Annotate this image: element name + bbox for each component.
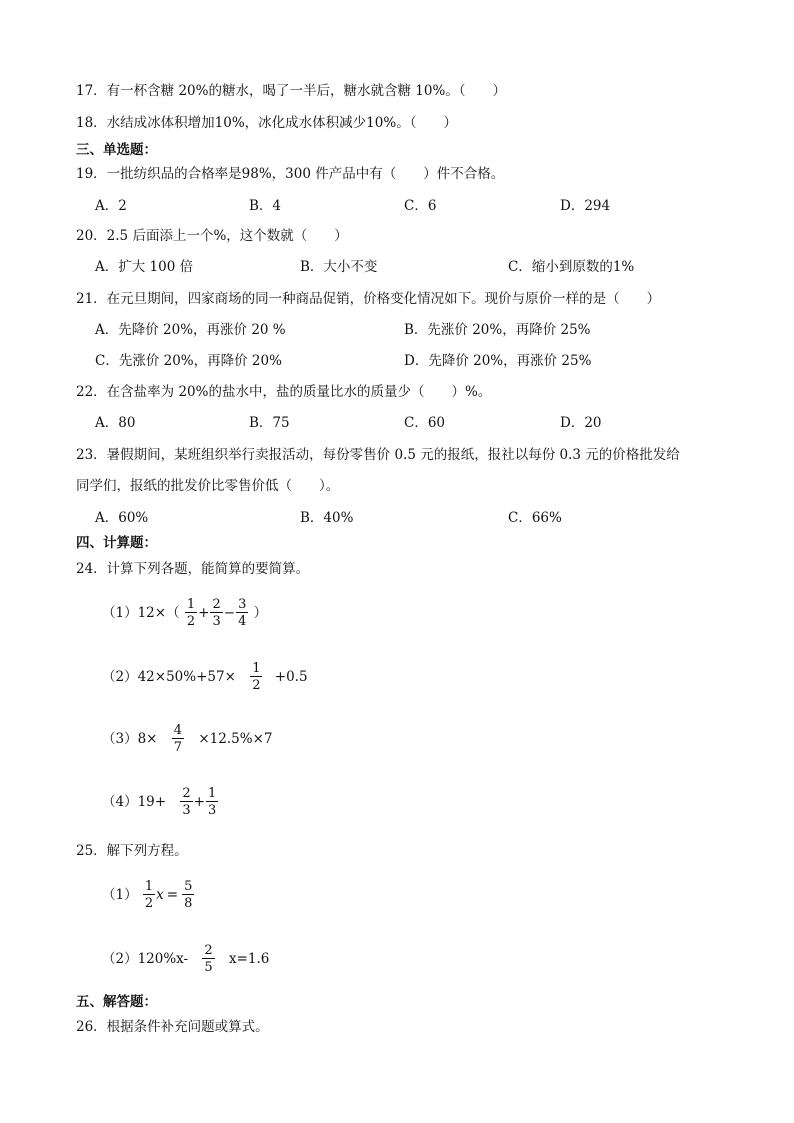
q25-part2-prefix: （2）120%x-: [102, 951, 189, 967]
question-22: 22．在含盐率为 20%的盐水中，盐的质量比水的质量少（ ）%。: [76, 384, 492, 400]
question-20: 20．2.5 后面添上一个%，这个数就（ ）: [76, 228, 348, 244]
fraction: $\frac{2}{3}$: [182, 786, 191, 818]
plus-sign: +: [193, 794, 205, 810]
fraction: $\frac{1}{2}$: [252, 661, 261, 693]
fraction: $\frac{1}{3}$: [207, 786, 217, 818]
section-heading-word-problems: 五、解答题：: [76, 994, 157, 1010]
q24-part4-prefix: （4）19+: [102, 794, 167, 810]
q20-option-c: C．缩小到原数的1%: [508, 259, 635, 275]
q19-option-c: C．6: [404, 198, 437, 214]
q24-part2-suffix: +0.5: [274, 669, 308, 685]
fraction: $\frac{5}{8}$: [184, 879, 193, 911]
section-heading-single-choice: 三、单选题：: [76, 142, 157, 158]
q21-option-c: C．先涨价 20%，再降价 20%: [95, 353, 282, 369]
question-19: 19．一批纺织品的合格率是98%，300 件产品中有（ ）件不合格。: [76, 166, 505, 182]
question-24: 24．计算下列各题，能简算的要简算。: [76, 561, 310, 577]
q24-part4: [102, 787, 219, 817]
fraction: $\frac{2}{3}$: [212, 597, 221, 629]
q23-option-c: C．66%: [508, 510, 562, 526]
fraction: $\frac{1}{2}$: [144, 879, 154, 911]
fraction: $\frac{4}{7}$: [173, 723, 183, 755]
question-21: 21．在元旦期间，四家商场的同一种商品促销，价格变化情况如下。现价与原价一样的是（ ）: [76, 291, 661, 307]
q24-part1: [102, 598, 267, 628]
question-18: 18．水结成冰体积增加10%，冰化成水体积减少10%。（ ）: [76, 115, 457, 131]
fraction: $\frac{2}{5}$: [204, 943, 213, 975]
q21-option-d: D．先降价 20%，再涨价 25%: [404, 353, 592, 369]
q20-option-b: B．大小不变: [300, 259, 378, 275]
variable-x: x: [156, 887, 164, 903]
q21-option-a: A．先降价 20%，再涨价 20 %: [95, 322, 286, 338]
minus-sign: −: [223, 605, 236, 621]
plus-sign: +: [198, 605, 210, 621]
q24-part1-prefix: （1）12×（: [102, 605, 180, 621]
q19-option-a: A．2: [95, 198, 127, 214]
question-26: 26．根据条件补充问题或算式。: [76, 1019, 269, 1035]
close-paren: ）: [253, 605, 268, 621]
question-25: 25．解下列方程。: [76, 843, 188, 859]
section-heading-calculation: 四、计算题：: [76, 535, 157, 551]
q19-option-b: B．4: [249, 198, 282, 214]
q25-part2-suffix: x=1.6: [229, 951, 270, 967]
q22-option-a: A．80: [95, 415, 136, 431]
q24-part2-prefix: （2）42×50%+57×: [102, 669, 236, 685]
equals-sign: =: [166, 887, 179, 903]
q23-option-a: A．60%: [95, 510, 149, 526]
q24-part3-prefix: （3）8×: [102, 731, 158, 747]
q22-option-b: B．75: [249, 415, 290, 431]
q25-part1-prefix: （1）: [102, 887, 138, 903]
q20-option-a: A．扩大 100 倍: [95, 259, 194, 275]
q23-option-b: B．40%: [300, 510, 354, 526]
question-23-line1: 23．暑假期间，某班组织举行卖报活动，每份零售价 0.5 元的报纸，报社以每份 0.3 元的价格批发给: [76, 447, 680, 463]
q19-option-d: D．294: [560, 198, 611, 214]
q24-part3-suffix: ×12.5%×7: [198, 731, 273, 747]
fraction: $\frac{3}{4}$: [238, 597, 247, 629]
q21-option-b: B．先涨价 20%，再降价 25%: [404, 322, 591, 338]
question-23-line2: 同学们，报纸的批发价比零售价低（ ）。: [76, 478, 340, 494]
question-17: 17．有一杯含糖 20%的糖水，喝了一半后，糖水就含糖 10%。（ ）: [76, 83, 507, 99]
q24-part3: [102, 724, 272, 754]
q24-part2: [102, 662, 308, 692]
q25-part1: [102, 880, 195, 910]
fraction: $\frac{1}{2}$: [186, 597, 196, 629]
q25-part2: [102, 944, 269, 974]
q22-option-d: D．20: [560, 415, 602, 431]
q22-option-c: C．60: [404, 415, 446, 431]
